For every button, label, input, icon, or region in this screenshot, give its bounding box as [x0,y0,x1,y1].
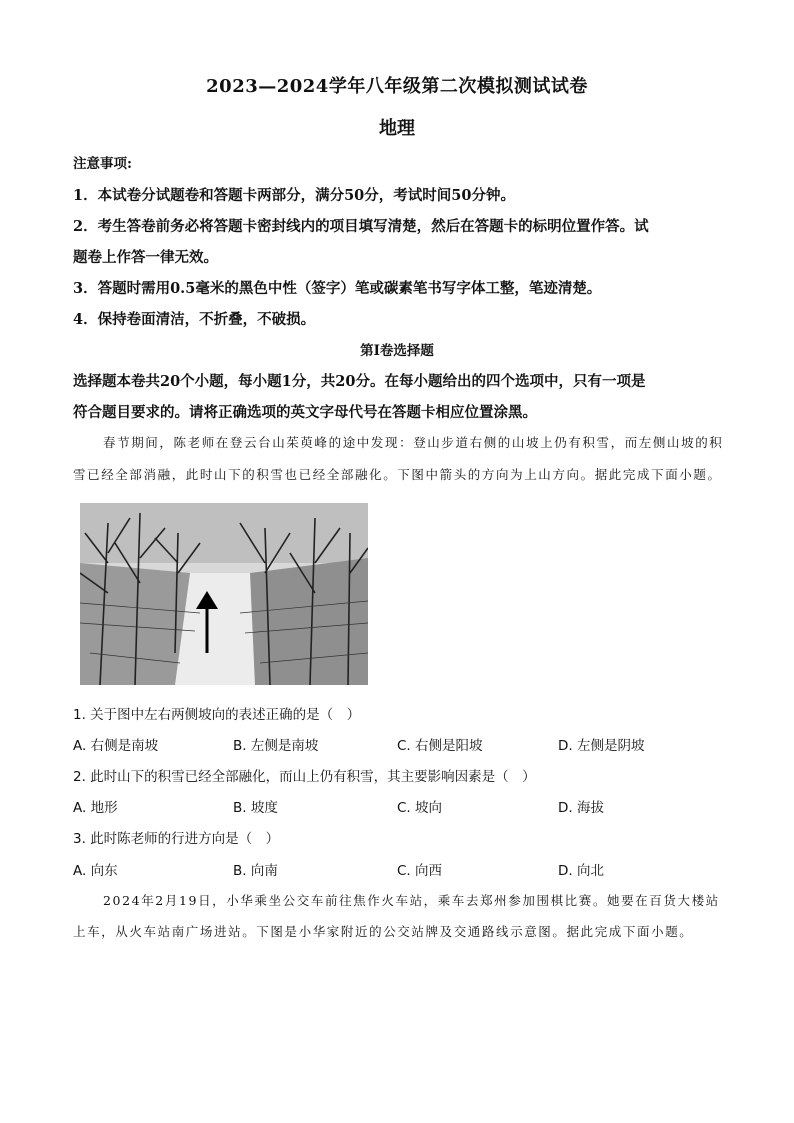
exam-subject: 地理 [379,118,415,139]
notice-item-1: 1．本试卷分试题卷和答题卡两部分，满分50分，考试时间50分钟。 [73,187,515,204]
notice-item-2: 2．考生答卷前务必将答题卡密封线内的项目填写清楚，然后在答题卡的标明位置作答。试 [73,218,649,235]
q3-option-a: A. 向东 [73,863,118,879]
notice-item-4: 4．保持卷面清洁，不折叠，不破损。 [73,311,316,328]
passage2-line-2: 上车，从火车站南广场进站。下图是小华家附近的公交站牌及交通路线示意图。据此完成下面小题。 [73,924,694,939]
question-3-stem: 3. 此时陈老师的行进方向是（ ） [73,831,280,847]
q2-option-c: C. 坡向 [397,800,443,816]
section-instruction-1: 选择题本卷共20个小题，每小题1分，共20分。在每小题给出的四个选项中，只有一项是 [73,373,646,390]
q3-option-d: D. 向北 [558,863,604,879]
passage1-line-2: 雪已经全部消融，此时山下的积雪也已经全部融化。下图中箭头的方向为上山方向。据此完成下面小题。 [73,467,722,482]
question-2-stem: 2. 此时山下的积雪已经全部融化，而山上仍有积雪，其主要影响因素是（ ） [73,769,536,785]
passage1-line-1: 春节期间，陈老师在登云台山茱萸峰的途中发现：登山步道右侧的山坡上仍有积雪，而左侧山坡的积 [103,435,724,450]
q1-option-d: D. 左侧是阴坡 [558,738,645,754]
q2-option-b: B. 坡度 [233,800,278,816]
q3-option-c: C. 向西 [397,863,443,879]
passage2-line-1: 2024年2月19日，小华乘坐公交车前往焦作火车站，乘车去郑州参加围棋比赛。她要在百货大楼站 [103,893,720,908]
q3-option-b: B. 向南 [233,863,278,879]
exam-title: 2023—2024学年八年级第二次模拟测试试卷 [206,76,588,97]
q1-option-b: B. 左侧是南坡 [233,738,319,754]
q2-option-a: A. 地形 [73,800,118,816]
trail-photo-graphic [80,503,368,685]
section-title: 第I卷选择题 [360,343,434,359]
q1-option-c: C. 右侧是阳坡 [397,738,483,754]
notice-item-2-cont: 题卷上作答一律无效。 [73,249,218,266]
question-1-stem: 1. 关于图中左右两侧坡向的表述正确的是（ ） [73,707,361,723]
q2-option-d: D. 海拔 [558,800,604,816]
q1-option-a: A. 右侧是南坡 [73,738,159,754]
mountain-trail-photo [80,503,368,685]
section-instruction-2: 符合题目要求的。请将正确选项的英文字母代号在答题卡相应位置涂黑。 [73,404,537,421]
notice-heading: 注意事项: [73,156,132,172]
notice-item-3: 3．答题时需用0.5毫米的黑色中性（签字）笔或碳素笔书写字体工整，笔迹清楚。 [73,280,602,297]
